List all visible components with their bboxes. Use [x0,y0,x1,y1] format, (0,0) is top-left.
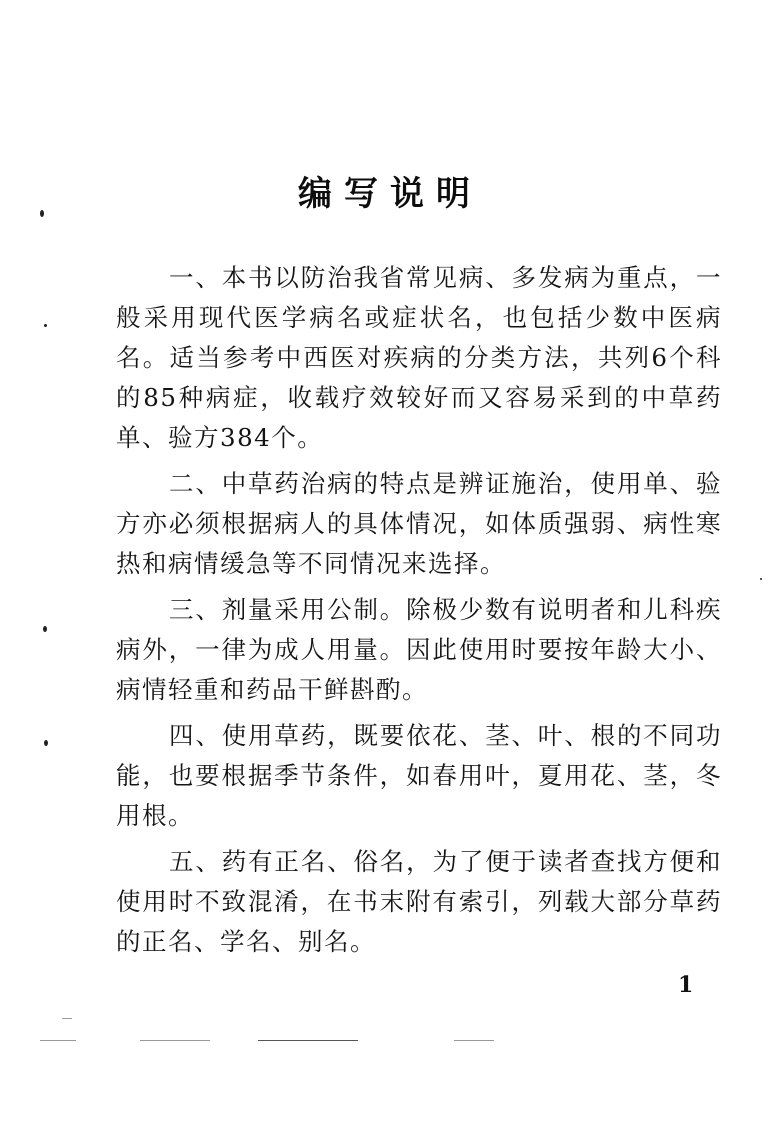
scan-speck [760,578,762,580]
paragraph-2: 二、中草药治病的特点是辨证施治，使用单、验方亦必须根据病人的具体情况，如体质强弱、病性寒热和病情缓急等不同情况来选择。 [116,469,722,578]
scan-speck [44,740,48,746]
scan-speck [40,210,44,217]
page-title: 编写说明 [298,174,482,214]
scan-line [258,1040,358,1041]
paragraph-1: 一、本书以防治我省常见病、多发病为重点，一般采用现代医学病名或症状名，也包括少数中医病名。适当参考中西医对疾病的分类方法，共列6个科的85种病症，收载疗效较好而又容易采到的中草药单、验方384个。 [116,263,722,452]
body-text [116,258,722,968]
scan-speck [44,324,47,327]
scan-line [62,1018,72,1019]
scan-line [40,1040,76,1041]
paragraph-5: 五、药有正名、俗名，为了便于读者查找方便和使用时不致混淆，在书末附有索引，列载大部分草药的正名、学名、别名。 [116,847,722,956]
paragraph-4: 四、使用草药，既要依花、茎、叶、根的不同功能，也要根据季节条件，如春用叶，夏用花、茎，冬用根。 [116,721,722,830]
scan-line [140,1040,210,1041]
scan-speck [43,626,47,632]
paragraph-3: 三、剂量采用公制。除极少数有说明者和儿科疾病外，一律为成人用量。因此使用时要按年龄大小、病情轻重和药品干鲜斟酌。 [116,595,722,704]
page-number: 1 [678,972,694,998]
scan-line [454,1040,494,1041]
